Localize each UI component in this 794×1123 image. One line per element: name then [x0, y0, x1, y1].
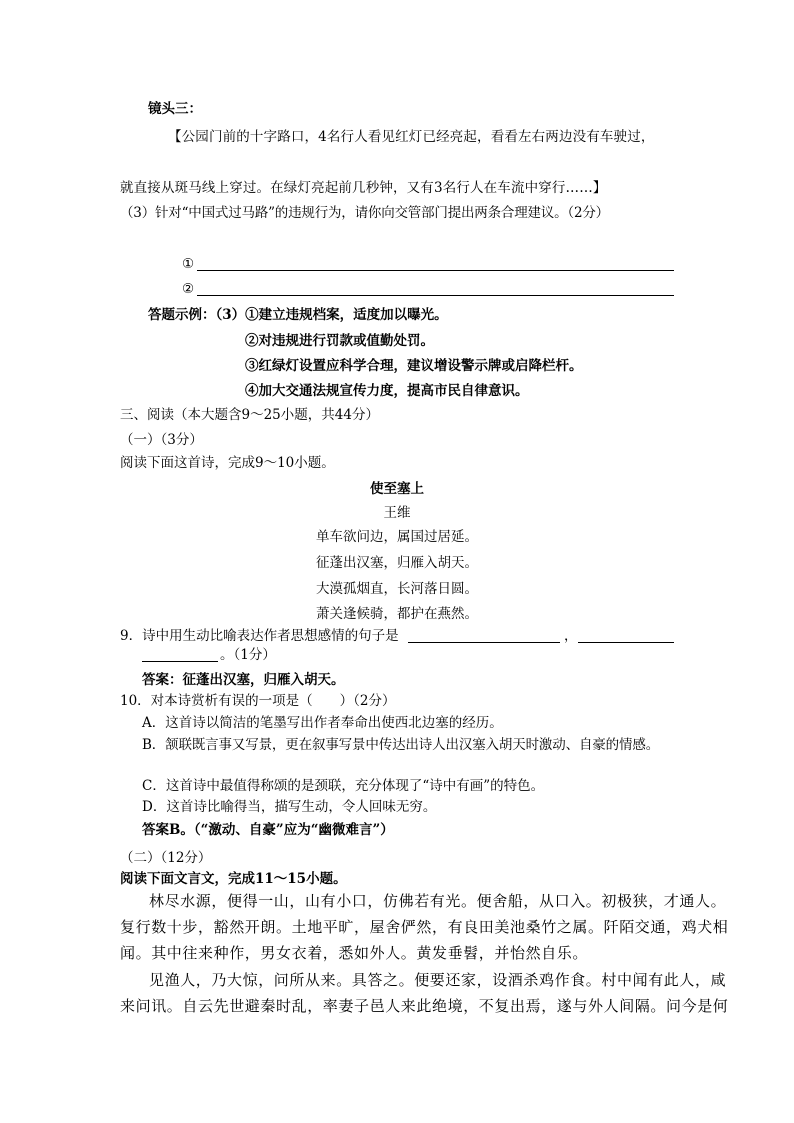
- passage-line: 闻。其中往来种作，男女衣着，悉如外人。黄发垂髫，并怡然自乐。: [120, 944, 589, 962]
- poem-title: 使至塞上: [370, 481, 424, 497]
- part2-instr: 阅读下面文言文，完成11～15小题。: [120, 871, 347, 887]
- q10-answer: 答案B。（“激动、自豪”应为“幽微难言”）: [142, 822, 394, 838]
- q3-blank1-label: ①: [182, 256, 195, 272]
- poem-line: 征蓬出汉塞，归雁入胡天。: [316, 555, 478, 571]
- scene3-line2: 就直接从斑马线上穿过。在绿灯亮起前几秒钟，又有3名行人在车流中穿行……】: [120, 180, 607, 196]
- q3-prompt: （3）针对“中国式过马路”的违规行为，请你向交管部门提出两条合理建议。（2分）: [120, 205, 609, 221]
- q9-blank2-continued-line[interactable]: [142, 661, 218, 662]
- part2-label: （二）（12分）: [120, 850, 212, 866]
- q10-option-d: D．这首诗比喻得当，描写生动，令人回味无穷。: [142, 799, 437, 815]
- q9-prompt: 9．诗中用生动比喻表达作者思想感情的句子是: [120, 628, 399, 644]
- poem-line: 单车欲问边，属国过居延。: [316, 529, 478, 545]
- q9-blank1-line[interactable]: [408, 642, 560, 643]
- q3-blank1-line[interactable]: [197, 270, 674, 271]
- q9-comma: ，: [564, 628, 578, 644]
- q3-answer-4: ④加大交通法规宣传力度，提高市民自律意识。: [245, 383, 529, 399]
- poem-author: 王维: [383, 505, 411, 521]
- q10-option-a: A．这首诗以简洁的笔墨写出作者奉命出使西北边塞的经历。: [142, 715, 503, 731]
- q3-blank2-line[interactable]: [197, 295, 674, 296]
- q3-answer-title: 答题示例：（3）①建立违规档案，适度加以曝光。: [148, 307, 448, 323]
- passage-line: 复行数十步，豁然开朗。土地平旷，屋舍俨然，有良田美池桑竹之属。阡陌交通，鸡犬相: [120, 918, 729, 936]
- poem-line: 大漠孤烟直，长河落日圆。: [316, 581, 478, 597]
- q3-blank2-label: ②: [182, 281, 195, 297]
- q10-option-b: B．颔联既言事又写景，更在叙事写景中传达出诗人出汉塞入胡天时激动、自豪的情感。: [142, 737, 660, 753]
- passage-line: 来问讯。自云先世避秦时乱，率妻子邑人来此绝境，不复出焉，遂与外人间隔。问今是何: [120, 997, 729, 1015]
- passage-line: 林尽水源，便得一山，山有小口，仿佛若有光。便舍船，从口入。初极狭，才通人。: [149, 892, 727, 910]
- q9-answer: 答案：征蓬出汉塞，归雁入胡天。: [142, 672, 345, 688]
- q9-end: 。（1分）: [220, 647, 276, 663]
- section3-title: 三、阅读（本大题含9～25小题，共44分）: [120, 407, 379, 423]
- scene3-line1: 【公园门前的十字路口，4名行人看见红灯已经亮起，看看左右两边没有车驶过，: [168, 129, 655, 145]
- q3-answer-3: ③红绿灯设置应科学合理，建议增设警示牌或启降栏杆。: [245, 358, 583, 374]
- passage-line: 见渔人，乃大惊，问所从来。具答之。便要还家，设酒杀鸡作食。村中闻有此人，咸: [149, 971, 727, 989]
- section3-part1-label: （一）（3分）: [120, 432, 203, 448]
- section3-part1-instr: 阅读下面这首诗，完成9～10小题。: [120, 455, 335, 471]
- q10-prompt: 10．对本诗赏析有误的一项是（ ）（2分）: [120, 693, 396, 709]
- q10-option-c: C．这首诗中最值得称颂的是颈联，充分体现了“诗中有画”的特色。: [142, 778, 545, 794]
- poem-line: 萧关逢候骑，都护在燕然。: [316, 606, 478, 622]
- q3-answer-2: ②对违规进行罚款或值勤处罚。: [245, 333, 434, 349]
- q9-blank2-line[interactable]: [578, 642, 674, 643]
- scene3-heading: 镜头三：: [148, 101, 202, 117]
